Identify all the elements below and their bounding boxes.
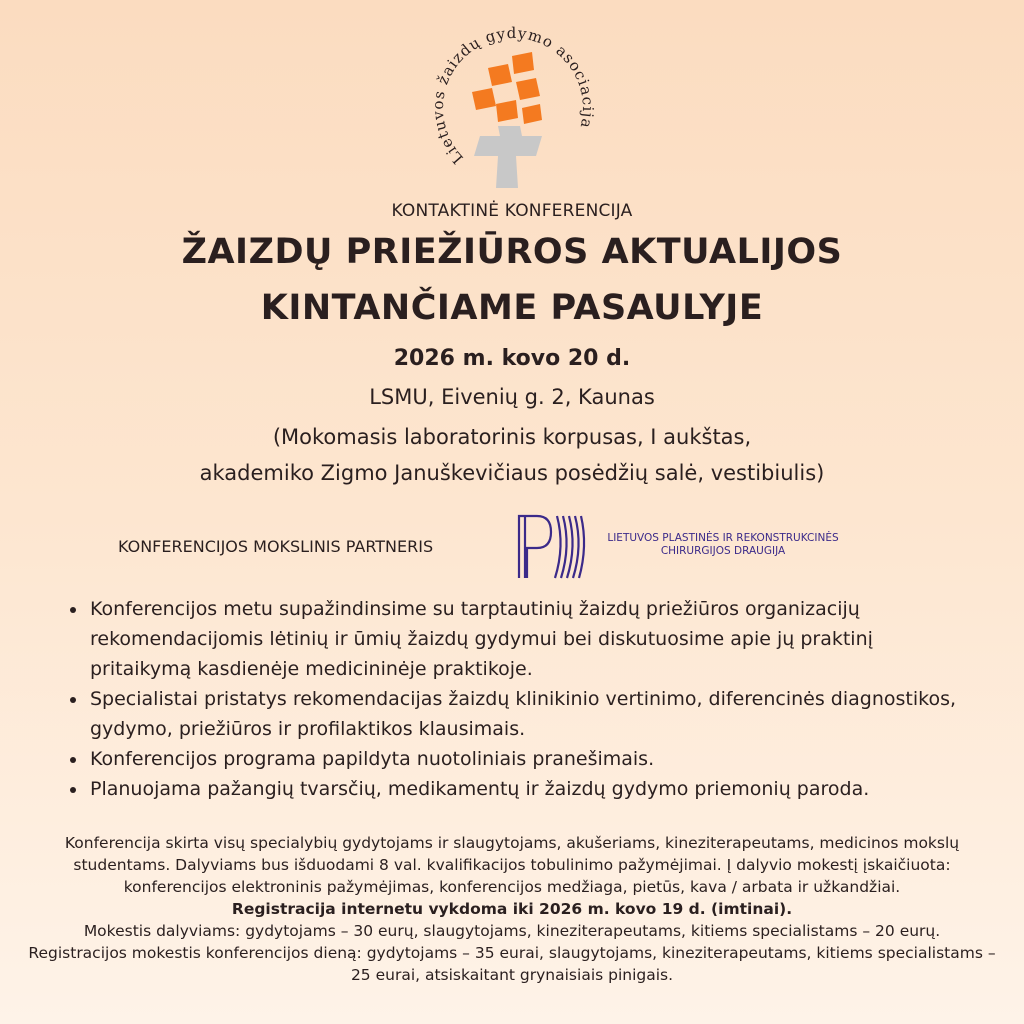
page-title-line1: ŽAIZDŲ PRIEŽIŪROS AKTUALIJOS (181, 232, 843, 272)
registration-deadline: Registracija internetu vykdoma iki 2026 m. kovo 19 d. (imtinai). (231, 900, 793, 918)
footer-info (22, 832, 1002, 986)
page-title-line2: KINTANČIAME PASAULYJE (260, 288, 764, 328)
list-item: • Konferencijos metu supažindinsime su tarptautinių žaizdų priežiūros organizacijų rekomendacijomis lėtinių ir ūmių žaizdų gydymui bei diskutuosime apie jų praktinį pritaikymą kasdienėje medicininėje praktikoje. (88, 594, 968, 684)
fee-online: Mokestis dalyviams: gydytojams – 30 eurų, slaugytojams, kineziterapeutams, kitiems specialistams – 20 eurų. (83, 922, 941, 940)
conference-date: 2026 m. kovo 20 d. (393, 346, 631, 371)
logo-orange-emblem (472, 52, 542, 124)
logo-arc-text: Lietuvos žaizdų gydymo asociacija (428, 23, 598, 168)
list-item: • Konferencijos programa papildyta nuotoliniais pranešimais. (88, 744, 968, 774)
partner-logo (515, 512, 590, 580)
location-line1: LSMU, Eivenių g. 2, Kaunas (369, 385, 655, 409)
conference-type: KONTAKTINĖ KONFERENCIJA (391, 201, 633, 221)
footer-intro: Konferencija skirta visų specialybių gydytojams ir slaugytojams, akušeriams, kineziterapeutams, medicinos mokslų studentams. Dalyviams bus išduodami 8 val. kvalifikacijos tobulinimo pažymėjimai. Į dalyvio mokestį įskaičiuota: konferencijos elektroninis pažymėjimas, konferencijos medžiaga, pietūs, kava / arbata ir užkandžiai. (64, 834, 960, 896)
partner-name-line1: LIETUVOS PLASTINĖS IR REKONSTRUKCINĖS (607, 532, 839, 544)
list-item: • Planuojama pažangių tvarsčių, medikamentų ir žaizdų gydymo priemonių paroda. (88, 774, 968, 804)
partner-label: KONFERENCIJOS MOKSLINIS PARTNERIS (118, 537, 434, 556)
location-line3: akademiko Zigmo Januškevičiaus posėdžių salė, vestibiulis) (199, 461, 825, 485)
list-item: • Specialistai pristatys rekomendacijas žaizdų klinikinio vertinimo, diferencinės diagnostikos, gydymo, priežiūros ir profilaktikos klausimais. (88, 684, 968, 744)
partner-name-line2: CHIRURGIJOS DRAUGIJA (660, 545, 786, 557)
highlights-list (70, 594, 968, 804)
location-line2: (Mokomasis laboratorinis korpusas, I aukštas, (272, 425, 752, 449)
logo-gray-cross (474, 126, 542, 188)
association-logo (412, 8, 612, 198)
fee-onsite: Registracijos mokestis konferencijos dieną: gydytojams – 35 eurai, slaugytojams, kineziterapeutams, kitiems specialistams – 25 eurai, atsiskaitant grynaisiais pinigais. (28, 944, 996, 984)
partner-name (598, 532, 848, 558)
